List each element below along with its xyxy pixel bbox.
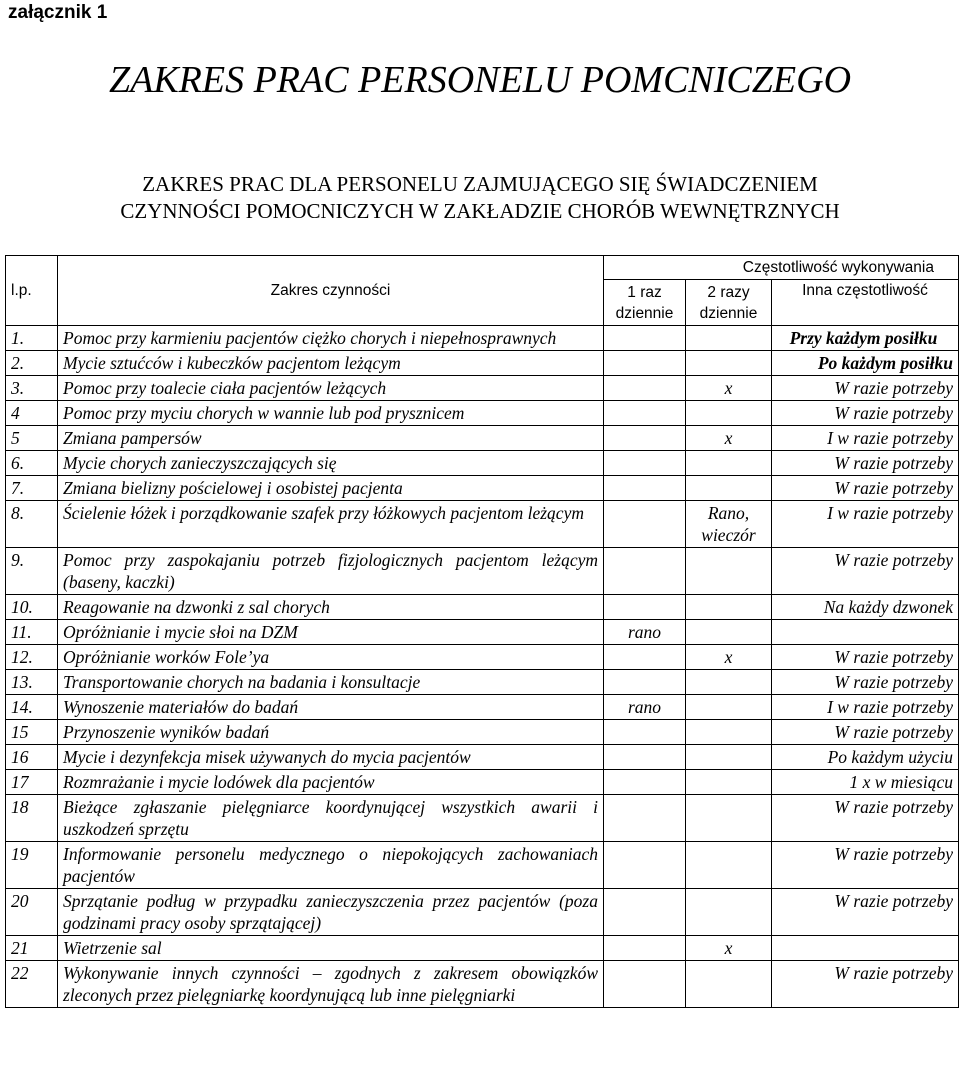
tasks-table — [5, 255, 959, 1008]
row-once — [604, 351, 686, 376]
row-description: Sprzątanie podług w przypadku zanieczyszczenia przez pacjentów (poza godzinami pracy osoby sprzątającej) — [58, 889, 604, 936]
row-number: 6. — [6, 451, 58, 476]
table-row — [6, 501, 959, 548]
row-number: 2. — [6, 351, 58, 376]
row-description: Wykonywanie innych czynności – zgodnych z zakresem obowiązków zleconych przez pielęgniarkę koordynującą lub inne pielęgniarki — [58, 961, 604, 1008]
row-number: 18 — [6, 795, 58, 842]
row-other: W razie potrzeby — [772, 795, 959, 842]
row-twice — [686, 842, 772, 889]
table-row — [6, 936, 959, 961]
row-other: W razie potrzeby — [772, 401, 959, 426]
row-number: 16 — [6, 745, 58, 770]
table-row — [6, 889, 959, 936]
row-other: W razie potrzeby — [772, 376, 959, 401]
row-once — [604, 476, 686, 501]
row-twice — [686, 720, 772, 745]
table-row — [6, 670, 959, 695]
row-description: Informowanie personelu medycznego o niepokojących zachowaniach pacjentów — [58, 842, 604, 889]
row-description: Transportowanie chorych na badania i konsultacje — [58, 670, 604, 695]
row-description: Opróżnianie i mycie słoi na DZM — [58, 620, 604, 645]
row-description: Wietrzenie sal — [58, 936, 604, 961]
row-number: 7. — [6, 476, 58, 501]
row-other: W razie potrzeby — [772, 720, 959, 745]
row-number: 14. — [6, 695, 58, 720]
row-other — [772, 936, 959, 961]
table-row — [6, 795, 959, 842]
row-once: rano — [604, 620, 686, 645]
row-other: W razie potrzeby — [772, 451, 959, 476]
row-once — [604, 842, 686, 889]
table-row — [6, 426, 959, 451]
subtitle-line-2: CZYNNOŚCI POMOCNICZYCH W ZAKŁADZIE CHORÓB WEWNĘTRZNYCH — [120, 199, 840, 223]
row-twice: x — [686, 645, 772, 670]
row-once — [604, 670, 686, 695]
row-twice: x — [686, 426, 772, 451]
row-number: 21 — [6, 936, 58, 961]
row-description: Mycie i dezynfekcja misek używanych do mycia pacjentów — [58, 745, 604, 770]
row-once — [604, 961, 686, 1008]
row-twice: x — [686, 936, 772, 961]
header-once: 1 raz dziennie — [604, 280, 686, 326]
row-once — [604, 720, 686, 745]
row-twice — [686, 745, 772, 770]
row-other — [772, 620, 959, 645]
row-description: Mycie sztućców i kubeczków pacjentom leżącym — [58, 351, 604, 376]
table-row — [6, 351, 959, 376]
row-description: Reagowanie na dzwonki z sal chorych — [58, 595, 604, 620]
row-once — [604, 795, 686, 842]
row-number: 4 — [6, 401, 58, 426]
table-row — [6, 451, 959, 476]
row-description: Pomoc przy myciu chorych w wannie lub pod prysznicem — [58, 401, 604, 426]
row-other: W razie potrzeby — [772, 842, 959, 889]
row-number: 3. — [6, 376, 58, 401]
row-description: Opróżnianie worków Fole’ya — [58, 645, 604, 670]
table-row — [6, 620, 959, 645]
row-twice — [686, 401, 772, 426]
row-twice — [686, 961, 772, 1008]
row-description: Pomoc przy zaspokajaniu potrzeb fizjologicznych pacjentom leżącym (baseny, kaczki) — [58, 548, 604, 595]
row-number: 5 — [6, 426, 58, 451]
table-row — [6, 961, 959, 1008]
row-number: 12. — [6, 645, 58, 670]
attachment-label: załącznik 1 — [8, 2, 108, 23]
table-row — [6, 476, 959, 501]
row-twice — [686, 326, 772, 351]
document-title: ZAKRES PRAC PERSONELU POMCNICZEGO — [108, 59, 852, 101]
row-other: 1 x w miesiącu — [772, 770, 959, 795]
row-twice — [686, 889, 772, 936]
header-twice: 2 razy dziennie — [686, 280, 772, 326]
row-other: Po każdym użyciu — [772, 745, 959, 770]
row-other: I w razie potrzeby — [772, 501, 959, 548]
row-other: W razie potrzeby — [772, 548, 959, 595]
row-twice — [686, 670, 772, 695]
table-header — [6, 256, 959, 326]
row-number: 17 — [6, 770, 58, 795]
row-other: W razie potrzeby — [772, 961, 959, 1008]
row-twice — [686, 548, 772, 595]
header-lp: l.p. — [6, 256, 58, 326]
row-once — [604, 770, 686, 795]
row-once — [604, 595, 686, 620]
row-once — [604, 936, 686, 961]
table-row — [6, 720, 959, 745]
row-description: Wynoszenie materiałów do badań — [58, 695, 604, 720]
row-other: I w razie potrzeby — [772, 426, 959, 451]
row-other: W razie potrzeby — [772, 476, 959, 501]
row-once — [604, 326, 686, 351]
subtitle-line-1: ZAKRES PRAC DLA PERSONELU ZAJMUJĄCEGO SIĘ ŚWIADCZENIEM — [142, 172, 818, 196]
row-twice — [686, 595, 772, 620]
row-number: 1. — [6, 326, 58, 351]
row-once — [604, 645, 686, 670]
row-twice — [686, 451, 772, 476]
row-number: 10. — [6, 595, 58, 620]
header-other: Inna częstotliwość — [772, 280, 959, 326]
table-row — [6, 695, 959, 720]
table-row — [6, 326, 959, 351]
row-description: Pomoc przy toalecie ciała pacjentów leżących — [58, 376, 604, 401]
row-description: Przynoszenie wyników badań — [58, 720, 604, 745]
row-description: Zmiana bielizny pościelowej i osobistej pacjenta — [58, 476, 604, 501]
row-once — [604, 889, 686, 936]
row-number: 13. — [6, 670, 58, 695]
header-scope: Zakres czynności — [58, 256, 604, 326]
row-number: 22 — [6, 961, 58, 1008]
row-other: W razie potrzeby — [772, 645, 959, 670]
row-twice — [686, 695, 772, 720]
row-description: Rozmrażanie i mycie lodówek dla pacjentów — [58, 770, 604, 795]
row-once: rano — [604, 695, 686, 720]
row-twice — [686, 476, 772, 501]
table-row — [6, 645, 959, 670]
table-row — [6, 842, 959, 889]
row-other: W razie potrzeby — [772, 670, 959, 695]
row-other: Po każdym posiłku — [772, 351, 959, 376]
row-description: Mycie chorych zanieczyszczających się — [58, 451, 604, 476]
row-once — [604, 745, 686, 770]
row-twice — [686, 351, 772, 376]
header-frequency: Częstotliwość wykonywania — [604, 256, 959, 280]
table-row — [6, 595, 959, 620]
table-row — [6, 376, 959, 401]
row-other: I w razie potrzeby — [772, 695, 959, 720]
row-number: 11. — [6, 620, 58, 645]
document-subtitle — [0, 171, 960, 225]
row-number: 20 — [6, 889, 58, 936]
row-description: Zmiana pampersów — [58, 426, 604, 451]
row-once — [604, 451, 686, 476]
row-once — [604, 401, 686, 426]
row-twice: x — [686, 376, 772, 401]
table-row — [6, 745, 959, 770]
row-twice — [686, 620, 772, 645]
row-number: 15 — [6, 720, 58, 745]
table-row — [6, 401, 959, 426]
row-other: W razie potrzeby — [772, 889, 959, 936]
row-number: 9. — [6, 548, 58, 595]
table-row — [6, 548, 959, 595]
row-twice — [686, 770, 772, 795]
table-body — [6, 326, 959, 1008]
table-row — [6, 770, 959, 795]
row-number: 8. — [6, 501, 58, 548]
row-once — [604, 501, 686, 548]
row-description: Ścielenie łóżek i porządkowanie szafek przy łóżkowych pacjentom leżącym — [58, 501, 604, 548]
row-once — [604, 426, 686, 451]
row-description: Bieżące zgłaszanie pielęgniarce koordynującej wszystkich awarii i uszkodzeń sprzętu — [58, 795, 604, 842]
row-once — [604, 376, 686, 401]
row-number: 19 — [6, 842, 58, 889]
row-twice — [686, 795, 772, 842]
row-other: Przy każdym posiłku — [772, 326, 959, 351]
row-once — [604, 548, 686, 595]
row-description: Pomoc przy karmieniu pacjentów ciężko chorych i niepełnosprawnych — [58, 326, 604, 351]
row-twice: Rano, wieczór — [686, 501, 772, 548]
row-other: Na każdy dzwonek — [772, 595, 959, 620]
